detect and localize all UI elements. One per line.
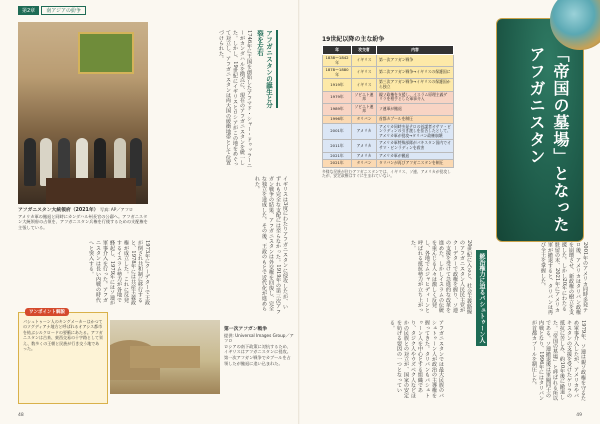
row-year: 2011年 (323, 140, 352, 152)
row-content: 第一次アフガン戦争 (377, 55, 454, 67)
left-body-3: 1973年にクーデターで王政が倒され共和制に移行すると、1978年には共産主義政権が成立した。これに反発するイスラム勢力が各地で蜂起し、1979年にはソ連が軍事介入を行った。アフガニスタンは長い内戦の時代へと突入する。 (88, 240, 150, 306)
photo1-caption-credit: 写真: AP／アフロ (99, 207, 134, 212)
row-year: 1996年 (323, 115, 352, 123)
row-year: 2021年 (323, 160, 352, 168)
row-content: 第二次アフガン戦争→イギリスの保護国に (377, 67, 454, 79)
conflict-table (322, 45, 454, 168)
row-content: アメリカ同時多発テロの首謀者オサマ・ビンラディンの引き渡しを拒否したとして、アメリカ軍が侵攻→タリバン政権崩壊 (377, 123, 454, 140)
row-content: 親ソ政権を支援し、イスラム原理主義ゲリラを相手とした軍事介入 (377, 91, 454, 103)
left-subhead: アフガニスタンの誕生と分裂を左右 (256, 30, 278, 108)
table-row (323, 152, 454, 160)
left-body-2: イギリスは3度にわたりアフガニスタンに侵攻したが、いずれも完全な支配には至らなかった。1919年の第三次アフガン戦争の結果、アフガニスタンは外交権を回復し、完全な独立を達成した。その後、王政のもとで近代化が進められた。 (254, 176, 288, 314)
column-header-content: 内容 (377, 46, 454, 55)
table-row (323, 160, 454, 168)
table-row (323, 67, 454, 79)
wall-painting (78, 32, 134, 74)
column-header-year: 年 (323, 46, 352, 55)
table-row (323, 79, 454, 91)
photo2-caption-credit: 提供: Universal Images Group／アフロ (224, 332, 294, 344)
fortress-shape (130, 346, 200, 368)
conflict-table-block (322, 34, 454, 179)
photo1-caption-title: アフガニスタン大統領府（2021年） (18, 208, 99, 213)
right-page (300, 0, 600, 424)
main-title: 「帝国の墓場」となったアフガニスタン (527, 46, 570, 233)
row-year: 1838〜1842年 (323, 55, 352, 67)
row-side: アメリカ (352, 123, 377, 140)
photo1-caption-body: アメリカ軍の撤退と同時にカンダハル州長官の公邸へ。アフガニスタン大統領府の占領を、アフガニスタン兵権を行使するための支配権を主張している。 (18, 213, 148, 230)
page-number-right: 49 (576, 413, 582, 418)
row-side: イギリス (352, 67, 377, 79)
table-row (323, 140, 454, 152)
taliban-palace-photo (18, 22, 148, 204)
row-year: 1989年 (323, 103, 352, 115)
onepoint-badge: ワンポイント解説 (25, 308, 69, 316)
row-year: 1878〜1880年 (323, 67, 352, 79)
page-number-left: 48 (18, 413, 24, 418)
table-note: 多様な民族が住むアフガニスタンでは、イギリス、ソ連、アメリカが侵攻したが、安定政権はすぐに生まれていない。 (322, 168, 451, 179)
table-title: 19世紀以降の主な紛争 (322, 36, 385, 43)
row-content: ソ連軍が撤退 (377, 103, 454, 115)
photo2-caption (224, 326, 294, 366)
wooden-desk (46, 178, 136, 204)
left-body-1: 1746年に王国を創始したアフマド・シャー・ドゥッラーニーがカンダハルを拠点に、現在のアフガニスタンを統一した。しかし、19世紀にイギリスとロシアがこの地をめぐって対立し、アフガニスタンは両大国の緩衝地帯として位置づけられた。 (218, 30, 252, 169)
row-side: イギリス (352, 79, 377, 91)
row-year: 1919年 (323, 79, 352, 91)
row-side: ソビエト連邦 (352, 91, 377, 103)
photo2-caption-body: ロシアの南下政策に対抗するため、イギリスはアフガニスタンに侵攻。第一次アフガン戦争でカブールを占領したが撤退に追い込まれた。 (224, 343, 291, 366)
right-subhead: 統治権力に迫るパシュトゥーン人 (476, 250, 487, 346)
right-body-3: アフガニスタンでは最大民族のパシュトゥーン人が政治の主導権を握ってきた。タリバンもパシュトゥーン人を中心とする組織であり、タジク人やウズベク人などほかの民族との対立が、国家の安定を妨げる要因の一つとなっている。 (389, 320, 444, 398)
table-row (323, 115, 454, 123)
row-side: アメリカ (352, 140, 377, 152)
row-content: アメリカ軍特殊部隊がパキスタン国内でオサマ・ビンラディンを殺害 (377, 140, 454, 152)
row-content: 第三次アフガン戦争→イギリスの保護国から独立 (377, 79, 454, 91)
row-side: アメリカ (352, 152, 377, 160)
afghan-war-illustration (110, 320, 220, 394)
right-body-1: 20世紀に入ると、社会主義路線のアフガニスタン人民民主党がクーデターで政権を握り、ソ連の支援を受けて急進的な改革を進めた。しかしイスラムの伝統を重んじる人々は激しく反発し、各地でムジャヒディーンと呼ばれる抵抗勢力が立ち上がった。 (410, 240, 472, 315)
person-figure (24, 138, 36, 186)
row-side: イギリス (352, 55, 377, 67)
table-row (323, 103, 454, 115)
row-year: 1979年 (323, 91, 352, 103)
row-side: タリバン (352, 115, 377, 123)
photo1-caption (18, 207, 150, 230)
chapter-number: 第2章 (18, 6, 39, 15)
column-header-side: 攻交者 (352, 46, 377, 55)
table-row (323, 55, 454, 67)
table-row (323, 123, 454, 140)
right-body-4: 2001年のアメリカ同時多発テロ後、アメリカはタリバン政権を崩壊させ、新政権の樹立を支援した。しかし20年にわたる駐留の末、2021年にアメリカ軍が撤退すると、タリバンは再び全土を掌握した。 (540, 242, 588, 315)
onepoint-body: パシュトゥーン人のキングメーカーはかつてのソグディアナ地方と呼ばれるオアシス都市を結ぶシルクロードの要衝にあたる。アフガニスタンは古来、東西交易の十字路として栄え、数多くの王朝と民族が行き交う地であった。 (23, 319, 103, 352)
row-year: 2021年 (323, 152, 352, 160)
row-side: ソビエト連邦 (352, 103, 377, 115)
chapter-label (18, 6, 86, 15)
onepoint-box (18, 312, 108, 404)
row-content: 首都カブールを制圧 (377, 115, 454, 123)
row-content: タリバンが再びアフガニスタンを制圧 (377, 160, 454, 168)
table-row (323, 91, 454, 103)
row-content: アメリカ軍が撤退 (377, 152, 454, 160)
row-side: タリバン (352, 160, 377, 168)
chapter-title: 南アジアの紛争 (41, 6, 86, 15)
row-year: 2001年 (323, 123, 352, 140)
right-body-2: 1979年、ソ連は親ソ政権を守るため軍事介入したが、アメリカやパキスタンの支援を受けたゲリラの抵抗に苦しみ、約10年後に撤退した。「帝国の墓場」と呼ばれる所以である。ソ連撤退後は軍閥同士の内戦となり、1996年にはタリバンが首都カブールを制圧した。 (531, 320, 586, 401)
photo2-caption-title: 第一次アフガン戦争 (224, 327, 268, 332)
